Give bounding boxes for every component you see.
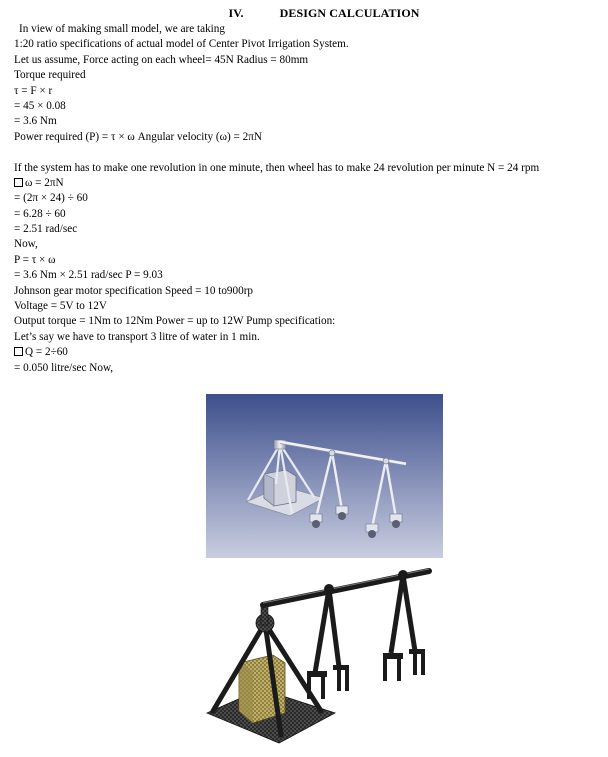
mesh-model-figure [203,563,438,753]
text-line: Let’s say we have to transport 3 litre of water in 1 min. [14,330,260,343]
formula-line [14,176,599,191]
text-line: In view of making small model, we are taking [19,23,225,35]
missing-glyph-icon [14,347,23,356]
formula-text: ω = 2πN [25,176,64,189]
text-line: Torque required [14,69,86,82]
section-title: DESIGN CALCULATION [279,6,420,20]
cad-model-render [206,394,443,558]
blank-line [14,145,599,160]
formula-line: = 45 × 0.08 [14,99,66,112]
section-number: IV. [228,6,244,20]
text-line: Output torque = 1Nm to 12Nm Power = up to 12W Pump specification: [14,315,336,328]
formula-line: = 2.51 rad/sec [14,223,78,236]
formula-line: = 0.050 litre/sec Now, [14,361,114,374]
text-line: If the system has to make one revolution in one minute, then wheel has to make 24 revolution per minute N = 24 rpm [14,161,540,174]
formula-line: = 6.28 ÷ 60 [14,207,66,220]
formula-line: = (2π × 24) ÷ 60 [14,192,88,205]
text-line: Let us assume, Force acting on each wheel= 45N Radius = 80mm [14,53,309,66]
cad-model-figure [206,394,443,558]
formula-line: = 3.6 Nm [14,115,57,128]
formula-line [14,345,599,360]
formula-line: = 3.6 Nm × 2.51 rad/sec P = 9.03 [14,269,163,282]
missing-glyph-icon [14,178,23,187]
mesh-model-render [203,563,438,753]
formula-text: Q = 2÷60 [25,346,68,359]
formula-line: P = τ × ω [14,253,56,266]
text-line: Power required (P) = τ × ω Angular velocity (ω) = 2πN [14,130,262,143]
text-line: Johnson gear motor specification Speed = 10 to900rp [14,284,254,297]
section-heading [0,6,608,21]
text-line: Voltage = 5V to 12V [14,300,107,313]
text-line: 1:20 ratio specifications of actual model of Center Pivot Irrigation System. [14,38,349,51]
text-line: Now, [14,238,38,251]
calculation-text [14,22,599,376]
formula-line: τ = F × r [14,84,53,97]
